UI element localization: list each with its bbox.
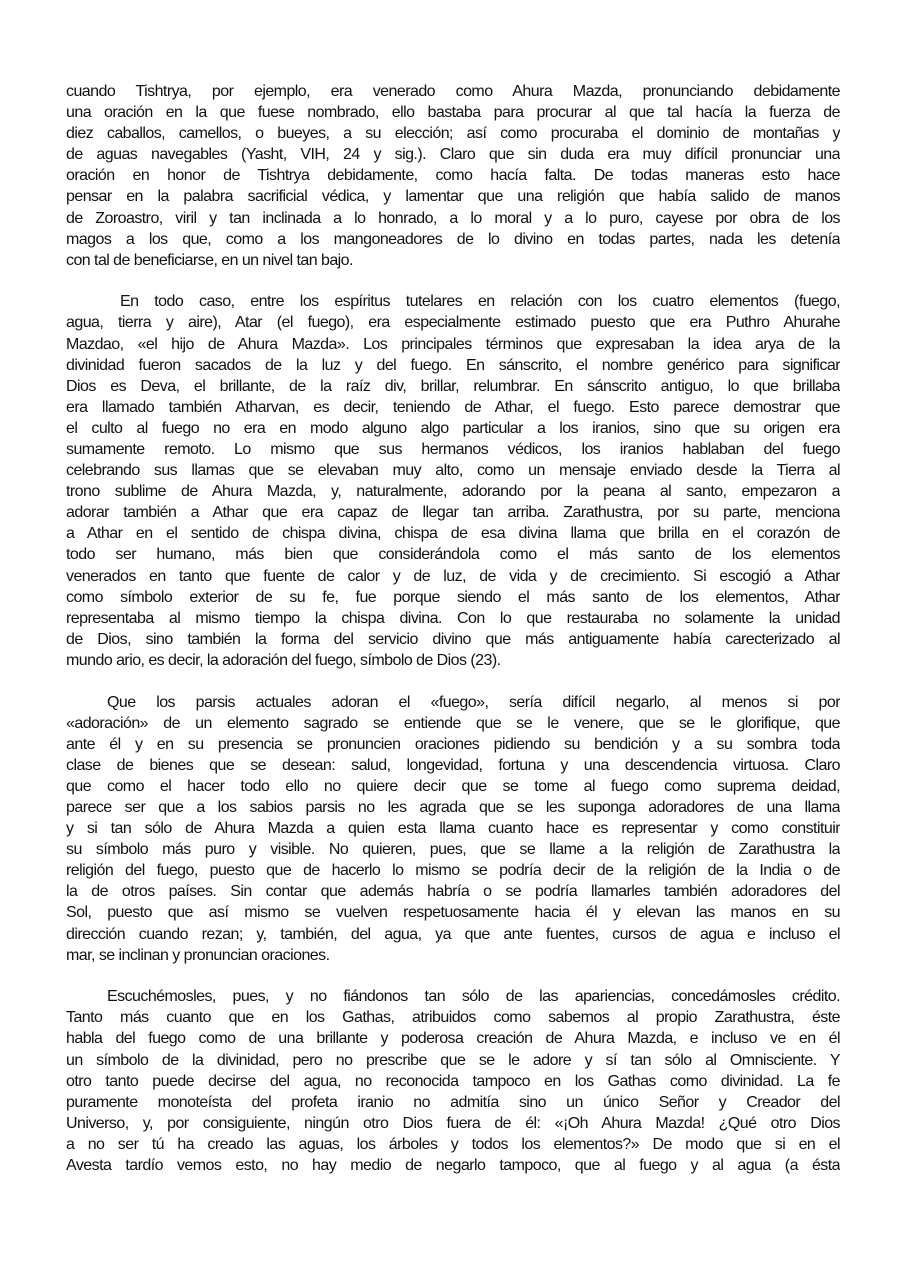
text-line: oración en honor de Tishtrya debidamente, como hacía falta. De todas maneras esto hace (66, 167, 840, 185)
text-line: clase de bienes que se desean: salud, longevidad, fortuna y una descendencia virtuosa. Claro (66, 756, 840, 774)
text-line: Universo, y, por consiguiente, ningún otro Dios fuera de él: «¡Oh Ahura Mazda! ¿Qué otro Dios (66, 1114, 840, 1132)
text-line: y si tan sólo de Ahura Mazda a quien esta llama cuanto hace es representar y como constituir (66, 820, 840, 838)
text-line: cuando Tishtrya, por ejemplo, era venerado como Ahura Mazda, pronunciando debidamente (66, 83, 840, 100)
text-line: su símbolo más puro y visible. No quieren, pues, que se llame a la religión de Zarathustra la (66, 841, 840, 859)
text-line: de aguas navegables (Yasht, VIH, 24 y sig.). Claro que sin duda era muy difícil pronunciar una (66, 146, 840, 164)
text-line: En todo caso, entre los espíritus tutelares en relación con los cuatro elementos (fuego, (120, 293, 840, 311)
text-line: Sol, puesto que así mismo se vuelven respetuosamente hacia él y elevan las manos en su (66, 904, 840, 922)
text-line: Avesta tardío vemos esto, no hay medio de negarlo tampoco, que al fuego y al agua (a ésta (66, 1157, 840, 1174)
text-line: divinidad fueron sacados de la luz y del fuego. En sánscrito, el nombre genérico para significar (66, 356, 840, 374)
text-line: puramente monoteísta del profeta iranio no admitía sino un único Señor y Creador del (66, 1093, 840, 1111)
text-line: sumamente remoto. Lo mismo que sus hermanos védicos, los iranios hablaban del fuego (66, 441, 840, 458)
text-line: dirección cuando rezan; y, también, del agua, ya que ante fuentes, cursos de agua e incluso el (66, 925, 840, 943)
text-line: era llamado también Atharvan, es decir, teniendo de Athar, el fuego. Esto parece demostrar que (66, 398, 840, 416)
text-line: diez caballos, camellos, o bueyes, a su elección; así como procuraba el dominio de montañas y (66, 125, 840, 143)
text-line: el culto al fuego no era en modo alguno algo particular a los iranios, sino que su origen era (66, 419, 840, 437)
text-line: celebrando sus llamas que se elevaban muy alto, como un mensaje enviado desde la Tierra al (66, 462, 840, 480)
text-line: todo ser humano, más bien que considerándola como el más santo de los elementos (66, 546, 840, 564)
text-line: Escuchémosles, pues, y no fiándonos tan sólo de las apariencias, concedámosles crédito. (107, 988, 840, 1006)
text-line: trono sublime de Ahura Mazda, y, naturalmente, adorando por la peana al santo, empezaron a (66, 483, 840, 501)
text-line: Que los parsis actuales adoran el «fuego», sería difícil negarlo, al menos si por (107, 693, 840, 711)
text-line: Dios es Deva, el brillante, de la raíz div, brillar, relumbrar. En sánscrito antiguo, lo que brillaba (66, 377, 840, 395)
text-line: de Zoroastro, viril y tan inclinada a lo honrado, a lo moral y a lo puro, cayese por obra de los (66, 209, 840, 227)
paragraph-1 (66, 81, 840, 271)
text-line: venerados en tanto que fuente de calor y de luz, de vida y de crecimiento. Si escogió a Athar (66, 567, 840, 585)
text-line: adorar también a Athar que era capaz de llegar tan arriba. Zarathustra, por su parte, menciona (66, 504, 840, 522)
text-line: parece ser que a los sabios parsis no les agrada que se les suponga adoradores de una llama (66, 799, 840, 816)
text-line: habla del fuego como de una brillante y poderosa creación de Ahura Mazda, e incluso ve en él (66, 1030, 840, 1048)
text-line: mar, se inclinan y pronuncian oraciones. (66, 946, 330, 964)
text-line: Tanto más cuanto que en los Gathas, atribuidos como sabemos al propio Zarathustra, éste (66, 1009, 840, 1027)
text-line: una oración en la que fuese nombrado, ello bastaba para procurar al que tal hacía la fuerza de (66, 104, 840, 122)
text-line: agua, tierra y aire), Atar (el fuego), era especialmente estimado puesto que era Puthro Ahurahe (66, 314, 840, 332)
document-page (66, 81, 840, 1197)
text-line: magos a los que, como a los mangoneadores de lo divino en todas partes, nada les detenía (66, 230, 840, 248)
text-line: de Dios, sino también la forma del servicio divino que más antiguamente había carecterizado al (66, 630, 840, 648)
paragraph-3 (66, 692, 840, 966)
text-line: un símbolo de la divinidad, pero no prescribe que se le adore y sí tan sólo al Omnisciente. Y (66, 1051, 840, 1069)
paragraph-4 (66, 986, 840, 1176)
text-line: representaba al mismo tiempo la chispa divina. Con lo que restauraba no solamente la unidad (66, 609, 840, 627)
text-line: «adoración» de un elemento sagrado se entiende que se le venere, que se le glorifique, que (66, 714, 840, 732)
text-line: a no ser tú ha creado las aguas, los árboles y todos los elementos?» De modo que si en el (66, 1135, 840, 1153)
text-line: con tal de beneficiarse, en un nivel tan bajo. (66, 251, 353, 269)
text-line: como símbolo exterior de su fe, fue porque siendo el más santo de los elementos, Athar (66, 588, 840, 606)
text-line: religión del fuego, puesto que de hacerlo lo mismo se podría decir de la religión de la India o de (66, 862, 840, 880)
text-line: mundo ario, es decir, la adoración del fuego, símbolo de Dios (23). (66, 651, 501, 669)
text-line: la de otros países. Sin contar que además habría o se podría llamarles también adoradores del (66, 883, 840, 901)
text-line: ante él y en su presencia se pronuncien oraciones pidiendo su bendición y a su sombra toda (66, 735, 840, 753)
text-line: Mazdao, «el hijo de Ahura Mazda». Los principales términos que expresaban la idea arya de la (66, 335, 840, 353)
text-line: pensar en la palabra sacrificial védica, y lamentar que una religión que había salido de manos (66, 188, 840, 206)
text-line: otro tanto puede decirse del agua, no reconocida tampoco en los Gathas como divinidad. La fe (66, 1072, 840, 1090)
paragraph-2 (66, 291, 840, 671)
text-line: que como el hacer todo ello no quiere decir que se tome al fuego como suprema deidad, (66, 777, 840, 795)
text-line: a Athar en el sentido de chispa divina, chispa de esa divina llama que brilla en el corazón de (66, 525, 840, 543)
